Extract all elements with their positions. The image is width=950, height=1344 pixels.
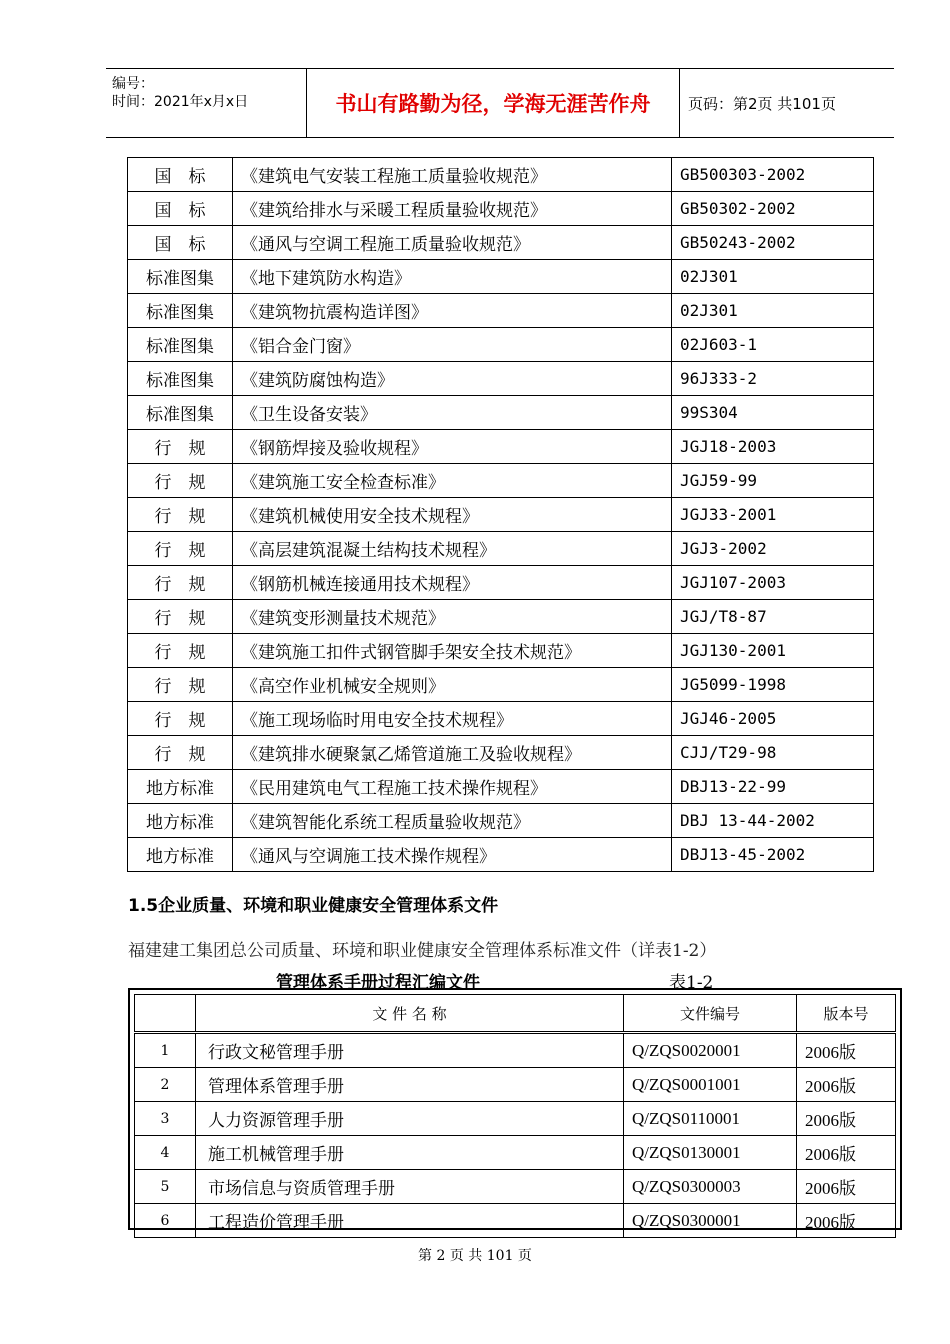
standard-name: 《钢筋焊接及验收规程》 [233,430,672,464]
file-number: Q/ZQS0020001 [624,1033,797,1068]
version-number: 2006版 [797,1033,896,1068]
standard-code: DBJ 13-44-2002 [672,804,874,838]
standard-category: 国 标 [128,158,233,192]
manuals-table-frame [128,988,902,1233]
table-row [128,804,874,838]
standard-category: 行 规 [128,532,233,566]
standard-code: JGJ46-2005 [672,702,874,736]
standards-table [127,157,874,872]
standard-category: 行 规 [128,430,233,464]
row-index: 1 [135,1033,196,1068]
table-row [128,498,874,532]
version-number: 2006版 [797,1204,896,1238]
standard-category: 行 规 [128,634,233,668]
standard-category: 国 标 [128,192,233,226]
standard-code: JGJ33-2001 [672,498,874,532]
table-row [128,838,874,872]
standard-code: 96J333-2 [672,362,874,396]
manual-title: 工程造价管理手册 [196,1204,624,1238]
table-row [128,634,874,668]
table-row [128,702,874,736]
standard-name: 《建筑物抗震构造详图》 [233,294,672,328]
row-index: 5 [135,1170,196,1204]
table-row [135,1068,896,1102]
manual-title: 行政文秘管理手册 [196,1033,624,1068]
standard-name: 《建筑防腐蚀构造》 [233,362,672,396]
standard-code: JGJ59-99 [672,464,874,498]
table-row [135,1033,896,1068]
standard-code: JGJ3-2002 [672,532,874,566]
table-row [128,430,874,464]
standard-name: 《建筑施工安全检查标准》 [233,464,672,498]
standard-name: 《建筑机械使用安全技术规程》 [233,498,672,532]
table-row [128,464,874,498]
standard-name: 《通风与空调工程施工质量验收规范》 [233,226,672,260]
row-index: 6 [135,1204,196,1238]
version-number: 2006版 [797,1068,896,1102]
standard-code: JGJ107-2003 [672,566,874,600]
row-index: 4 [135,1136,196,1170]
standard-code: DBJ13-45-2002 [672,838,874,872]
standard-code: GB50243-2002 [672,226,874,260]
standard-code: JGJ18-2003 [672,430,874,464]
standard-name: 《铝合金门窗》 [233,328,672,362]
version-number: 2006版 [797,1102,896,1136]
standard-category: 行 规 [128,464,233,498]
standard-category: 行 规 [128,736,233,770]
header-index [135,995,196,1033]
standard-code: DBJ13-22-99 [672,770,874,804]
file-number: Q/ZQS0300003 [624,1170,797,1204]
page-info-text: 页码：第2页 共101页 [688,94,836,113]
standard-category: 国 标 [128,226,233,260]
table-row [128,226,874,260]
standard-category: 行 规 [128,668,233,702]
standard-name: 《建筑施工扣件式钢管脚手架安全技术规范》 [233,634,672,668]
standard-name: 《建筑排水硬聚氯乙烯管道施工及验收规程》 [233,736,672,770]
row-index: 2 [135,1068,196,1102]
table-number: 表1-2 [669,973,714,993]
table-row [128,566,874,600]
standard-code: GB500303-2002 [672,158,874,192]
table-row [128,192,874,226]
standard-category: 标准图集 [128,362,233,396]
standard-name: 《施工现场临时用电安全技术规程》 [233,702,672,736]
standard-code: JGJ/T8-87 [672,600,874,634]
table-row [128,260,874,294]
header-version: 版本号 [797,995,896,1033]
page-info [688,69,894,137]
table-row [135,1204,896,1238]
manual-title: 人力资源管理手册 [196,1102,624,1136]
table-row [128,532,874,566]
standard-category: 标准图集 [128,328,233,362]
standard-category: 行 规 [128,702,233,736]
standard-code: 99S304 [672,396,874,430]
table-row [128,396,874,430]
standard-category: 标准图集 [128,396,233,430]
table-row [128,600,874,634]
standard-code: 02J603-1 [672,328,874,362]
manual-title: 管理体系管理手册 [196,1068,624,1102]
standard-code: 02J301 [672,294,874,328]
table-caption: 管理体系手册过程汇编文件 [276,973,480,993]
table-row [135,1136,896,1170]
page-footer: 第 2 页 共 101 页 [418,1248,532,1264]
file-number: Q/ZQS0110001 [624,1102,797,1136]
page-header [106,68,894,138]
standard-code: 02J301 [672,260,874,294]
standard-category: 地方标准 [128,804,233,838]
standard-category: 地方标准 [128,770,233,804]
table-row [128,736,874,770]
table-header-row [135,995,896,1033]
manual-title: 施工机械管理手册 [196,1136,624,1170]
standard-category: 标准图集 [128,260,233,294]
standard-name: 《地下建筑防水构造》 [233,260,672,294]
table-row [128,362,874,396]
standard-code: CJJ/T29-98 [672,736,874,770]
version-number: 2006版 [797,1170,896,1204]
header-file-no: 文件编号 [624,995,797,1033]
standard-code: JG5099-1998 [672,668,874,702]
standard-code: GB50302-2002 [672,192,874,226]
standard-category: 行 规 [128,498,233,532]
table-row [128,158,874,192]
standard-name: 《高层建筑混凝土结构技术规程》 [233,532,672,566]
standard-name: 《建筑智能化系统工程质量验收规范》 [233,804,672,838]
file-number: Q/ZQS0130001 [624,1136,797,1170]
code-label: 编号： [112,76,154,92]
standard-category: 标准图集 [128,294,233,328]
table-row [128,668,874,702]
standard-category: 地方标准 [128,838,233,872]
standard-name: 《通风与空调施工技术操作规程》 [233,838,672,872]
header-meta [106,69,307,137]
manual-title: 市场信息与资质管理手册 [196,1170,624,1204]
time-label: 时间：2021年x月x日 [112,94,249,110]
standard-name: 《建筑变形测量技术规范》 [233,600,672,634]
standard-name: 《建筑电气安装工程施工质量验收规范》 [233,158,672,192]
standard-name: 《钢筋机械连接通用技术规程》 [233,566,672,600]
table-row [135,1102,896,1136]
section-heading: 1.5企业质量、环境和职业健康安全管理体系文件 [128,896,499,916]
standard-code: JGJ130-2001 [672,634,874,668]
standard-name: 《卫生设备安装》 [233,396,672,430]
table-row [128,770,874,804]
version-number: 2006版 [797,1136,896,1170]
table-row [128,294,874,328]
standard-name: 《高空作业机械安全规则》 [233,668,672,702]
standard-category: 行 规 [128,600,233,634]
row-index: 3 [135,1102,196,1136]
standard-name: 《民用建筑电气工程施工技术操作规程》 [233,770,672,804]
file-number: Q/ZQS0300001 [624,1204,797,1238]
file-number: Q/ZQS0001001 [624,1068,797,1102]
header-name: 文 件 名 称 [196,995,624,1033]
table-row [135,1170,896,1204]
table-row [128,328,874,362]
motto: 书山有路勤为径，学海无涯苦作舟 [307,69,680,137]
standard-name: 《建筑给排水与采暖工程质量验收规范》 [233,192,672,226]
intro-paragraph: 福建建工集团总公司质量、环境和职业健康安全管理体系标准文件（详表1-2） [128,941,717,961]
standard-category: 行 规 [128,566,233,600]
manuals-table [134,994,896,1238]
